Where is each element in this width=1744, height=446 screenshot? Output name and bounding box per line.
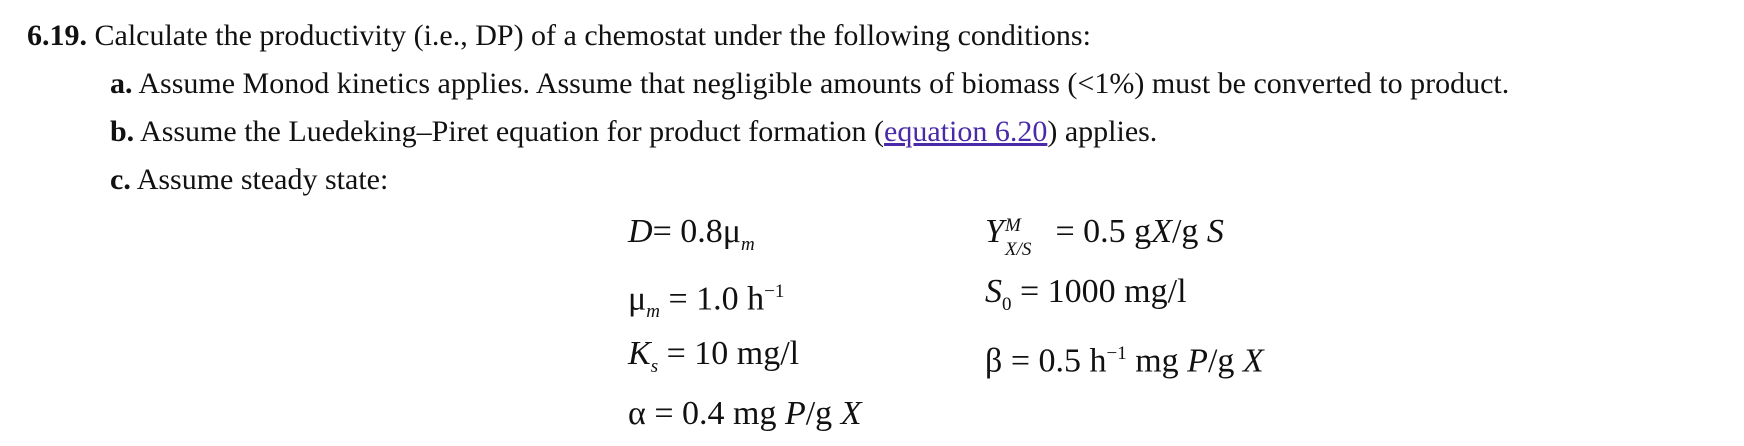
eq-alpha-rhs-pre: = 0.4 mg — [645, 395, 785, 432]
equation-alpha — [628, 394, 861, 434]
eq-Y-lhs-sub: X/S — [1005, 239, 1032, 260]
eq-beta-rhs-sup: −1 — [1106, 343, 1127, 364]
eq-Ks-lhs: K — [628, 335, 651, 372]
problem-number: 6.19. — [27, 19, 87, 52]
item-a-text: Assume Monod kinetics applies. Assume that negligible amounts of biomass (<1%) must be converted to product. — [138, 67, 1510, 100]
eq-Y-mid: /g — [1171, 213, 1207, 250]
eq-Y-lhs-sup: M — [1005, 215, 1021, 236]
eq-beta-var1: P — [1187, 342, 1208, 380]
eq-S0-lhs: S — [985, 273, 1002, 310]
item-c — [110, 162, 388, 198]
item-c-label: c. — [110, 163, 131, 196]
item-b-text-after: ) applies. — [1047, 115, 1158, 148]
eq-Ks-rhs: = 10 mg/l — [658, 335, 800, 372]
eq-Ks-lhs-sub: s — [650, 355, 659, 377]
item-a-label: a. — [110, 67, 133, 100]
eq-beta-rhs-mid: mg — [1126, 342, 1188, 380]
eq-mum-rhs: = 1.0 h — [659, 280, 765, 318]
problem-text: Calculate the productivity (i.e., DP) of a chemostat under the following conditions: — [94, 19, 1091, 52]
eq-alpha-mid: /g — [805, 395, 841, 432]
eq-Y-var1: X — [1151, 213, 1172, 250]
equation-yield — [985, 212, 1224, 260]
problem-statement — [27, 18, 1091, 54]
item-b-label: b. — [110, 115, 135, 148]
equation-saturation-constant — [628, 334, 799, 387]
equation-dilution-rate — [628, 212, 755, 265]
eq-Y-rhs-pre: = 0.5 g — [1047, 213, 1152, 250]
eq-mum-rhs-sup: −1 — [764, 281, 785, 302]
equation-feed-substrate — [985, 272, 1187, 325]
eq-mum-lhs-sub: m — [646, 301, 660, 323]
eq-beta-lhs: β — [985, 342, 1003, 380]
eq-D-lhs: D — [628, 213, 653, 250]
eq-S0-lhs-sub: 0 — [1002, 293, 1012, 315]
eq-D-rhs: = 0.8μ — [652, 213, 741, 250]
eq-alpha-var1: P — [784, 395, 806, 432]
item-c-text: Assume steady state: — [136, 163, 389, 196]
eq-alpha-var2: X — [840, 395, 862, 432]
eq-S0-rhs: = 1000 mg/l — [1011, 273, 1187, 310]
item-b — [110, 114, 1157, 150]
eq-alpha-lhs: α — [628, 395, 646, 432]
item-b-text-before: Assume the Luedeking–Piret equation for product formation ( — [140, 115, 885, 148]
equation-max-growth-rate — [628, 272, 784, 332]
equation-beta — [985, 334, 1264, 381]
eq-Y-lhs: Y — [985, 213, 1004, 250]
item-a — [110, 66, 1509, 102]
eq-beta-var2: X — [1242, 342, 1264, 380]
eq-beta-rhs-pre: = 0.5 h — [1002, 342, 1107, 380]
eq-D-rhs-sub: m — [740, 233, 755, 255]
eq-Y-var2: S — [1206, 213, 1224, 250]
eq-mum-lhs: μ — [628, 280, 647, 318]
yield-symbol — [985, 212, 1047, 260]
equation-link[interactable]: equation 6.20 — [884, 115, 1048, 148]
eq-beta-mid: /g — [1207, 342, 1243, 380]
